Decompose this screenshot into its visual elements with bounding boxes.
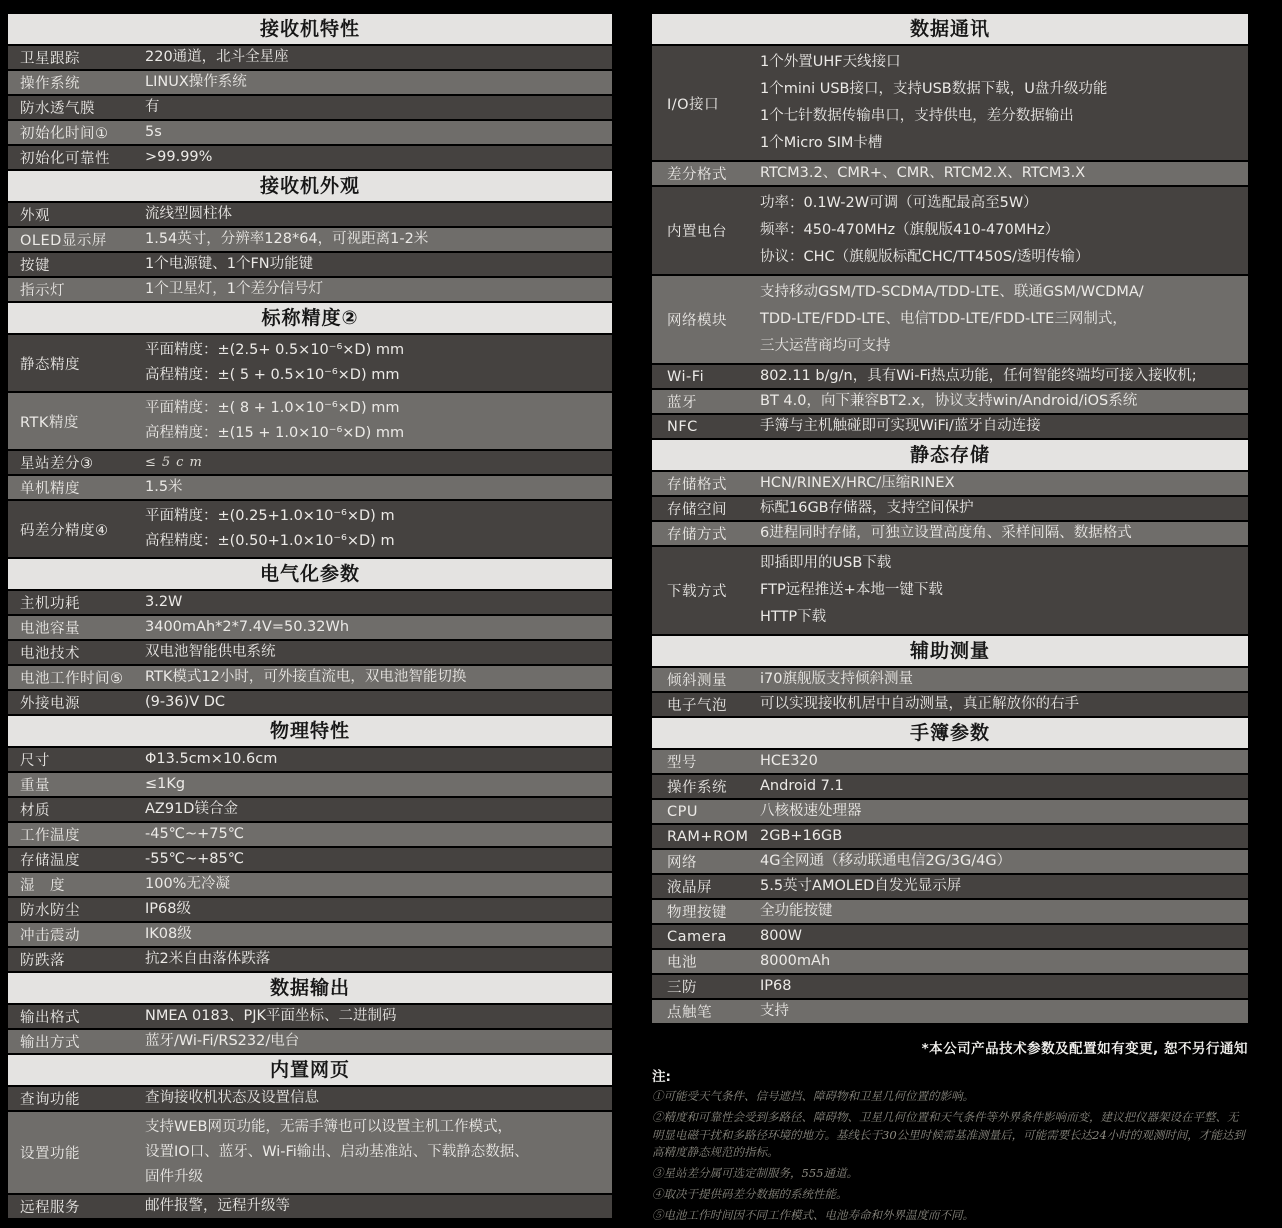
spec-label: 外观: [20, 208, 50, 224]
spec-label: 电池: [667, 955, 697, 971]
note-item-1: ①可能受天气条件、信号遮挡、障碍物和卫星几何位置的影响。: [652, 1089, 974, 1103]
spec-row: [8, 923, 612, 946]
spec-value: 4G全网通（移动联通电信2G/3G/4G）: [760, 853, 1012, 869]
spec-label: 点触笔: [667, 1005, 712, 1021]
section-header: 内置网页: [8, 1055, 612, 1085]
spec-value: 1.54英寸，分辨率128*64，可视距离1-2米: [145, 231, 429, 247]
spec-value: IP68级: [145, 901, 191, 917]
receiver-specs-table: [8, 12, 612, 1220]
spec-label: 电池容量: [20, 621, 80, 637]
spec-label: 材质: [20, 803, 50, 819]
spec-value: 100%无冷凝: [145, 876, 230, 892]
spec-row: [8, 476, 612, 499]
spec-row: [8, 451, 612, 474]
spec-label: 电子气泡: [667, 698, 727, 714]
spec-row: [8, 666, 612, 689]
spec-row: [8, 848, 612, 871]
spec-label: 存储方式: [667, 527, 727, 543]
spec-row: [652, 850, 1248, 873]
spec-row: [652, 750, 1248, 773]
spec-value: 1个外置UHF天线接口 1个mini USB接口，支持USB数据下载，U盘升级功能 1个七针数据传输串口，支持供电，差分数据输出 1个Micro SIM卡槽: [760, 54, 1108, 151]
spec-row: [8, 393, 612, 449]
disclaimer-text: *本公司产品技术参数及配置如有变更, 恕不另行通知: [921, 1041, 1248, 1057]
note-item-3: ③星站差分属可选定制服务，555通道。: [652, 1166, 858, 1181]
spec-value: 邮件报警，远程升级等: [145, 1198, 290, 1214]
spec-row: [652, 925, 1248, 948]
spec-label: 存储格式: [667, 477, 727, 493]
note-item-5: ⑤电池工作时间因不同工作模式、电池寿命和外界温度而不同。: [652, 1207, 974, 1222]
spec-row: [8, 203, 612, 226]
spec-value: 有: [145, 99, 160, 115]
spec-value: NMEA 0183、PJK平面坐标、二进制码: [145, 1008, 397, 1024]
spec-value: >99.99%: [145, 149, 213, 165]
spec-value: 支持WEB网页功能，无需手簿也可以设置主机工作模式， 设置IO口、蓝牙、Wi-Fi输出、启动基准站、下载静态数据、 固件升级: [145, 1119, 529, 1185]
spec-row: [652, 46, 1248, 160]
spec-value: 流线型圆柱体: [145, 206, 232, 222]
spec-row: [652, 693, 1248, 716]
spec-row: [8, 46, 612, 69]
spec-value: 手簿与主机触碰即可实现WiFi/蓝牙自动连接: [760, 418, 1041, 434]
section-header: 接收机特性: [8, 14, 612, 44]
spec-value: 功率：0.1W-2W可调（可选配最高至5W） 频率：450-470MHz（旗舰版410-470MHz） 协议：CHC（旗舰版标配CHC/TT450S/透明传输）: [760, 195, 1090, 265]
section-header: 接收机外观: [8, 171, 612, 201]
spec-label: 主机功耗: [20, 596, 80, 612]
spec-value: -55℃~+85℃: [145, 851, 245, 867]
spec-row: [8, 335, 612, 391]
spec-value: AZ91D镁合金: [145, 801, 238, 817]
spec-row: [8, 641, 612, 664]
spec-row: [8, 773, 612, 796]
spec-value: 6进程同时存储，可独立设置高度角、采样间隔、数据格式: [760, 525, 1132, 541]
spec-value: 1个电源键、1个FN功能键: [145, 256, 314, 272]
spec-row: [652, 800, 1248, 823]
spec-row: [8, 1195, 612, 1218]
spec-row: [8, 798, 612, 821]
spec-value: 2GB+16GB: [760, 828, 843, 844]
spec-label: 静态精度: [20, 356, 80, 373]
spec-label: 工作温度: [20, 828, 80, 844]
spec-row: [8, 1087, 612, 1110]
spec-label: Camera: [667, 928, 727, 945]
spec-value: 220通道，北斗全星座: [145, 49, 289, 65]
spec-value: 可以实现接收机居中自动测量，真正解放你的右手: [760, 696, 1079, 712]
spec-value: RTK模式12小时，可外接直流电，双电池智能切换: [145, 669, 467, 685]
spec-row: [652, 950, 1248, 973]
spec-row: [8, 228, 612, 251]
spec-value: RTCM3.2、CMR+、CMR、RTCM2.X、RTCM3.X: [760, 165, 1086, 181]
spec-label: 外接电源: [20, 696, 80, 712]
section-header: 手簿参数: [652, 718, 1248, 748]
spec-row: [652, 668, 1248, 691]
spec-value: BT 4.0，向下兼容BT2.x，协议支持win/Android/iOS系统: [760, 393, 1138, 409]
spec-label: 操作系统: [20, 76, 80, 92]
note-item-4: ④取决于提供码差分数据的系统性能。: [652, 1187, 848, 1202]
spec-label: 码差分精度④: [20, 522, 109, 539]
spec-value: 3400mAh*2*7.4V=50.32Wh: [145, 619, 350, 635]
spec-label: 卫星跟踪: [20, 51, 80, 67]
spec-value: Φ13.5cm×10.6cm: [145, 751, 278, 767]
spec-label: 存储温度: [20, 853, 80, 869]
spec-row: [8, 748, 612, 771]
spec-row: [8, 898, 612, 921]
spec-label: I/O接口: [667, 96, 720, 113]
spec-label: CPU: [667, 803, 698, 820]
spec-label: 远程服务: [20, 1200, 80, 1216]
spec-row: [652, 415, 1248, 438]
spec-row: [8, 1030, 612, 1053]
section-header: 标称精度②: [8, 303, 612, 333]
spec-label: 重量: [20, 778, 50, 794]
spec-row: [8, 96, 612, 119]
section-header: 数据输出: [8, 973, 612, 1003]
spec-value: 查询接收机状态及设置信息: [145, 1090, 319, 1106]
spec-row: [8, 1005, 612, 1028]
spec-label: 输出方式: [20, 1035, 80, 1051]
spec-label: 单机精度: [20, 481, 80, 497]
section-header: 辅助测量: [652, 636, 1248, 666]
spec-row: [8, 121, 612, 144]
spec-label: 防水防尘: [20, 903, 80, 919]
spec-label: 网络模块: [667, 313, 727, 329]
spec-row: [8, 1112, 612, 1193]
spec-label: 初始化时间①: [20, 126, 109, 142]
spec-row: [652, 522, 1248, 545]
spec-label: NFC: [667, 418, 698, 435]
spec-label: 物理按键: [667, 905, 727, 921]
spec-label: 三防: [667, 980, 697, 996]
spec-label: 星站差分③: [20, 456, 94, 472]
spec-label: 网络: [667, 855, 697, 871]
spec-label: 查询功能: [20, 1092, 80, 1108]
spec-value: 平面精度：±(2.5+ 0.5×10⁻⁶×D) mm 高程精度：±( 5 + 0.5×10⁻⁶×D) mm: [145, 342, 405, 383]
spec-row: [8, 501, 612, 557]
spec-label: 冲击震动: [20, 928, 80, 944]
spec-value: 平面精度：±(0.25+1.0×10⁻⁶×D) m 高程精度：±(0.50+1.0×10⁻⁶×D) m: [145, 508, 395, 549]
spec-row: [8, 253, 612, 276]
spec-value: 支持: [760, 1003, 789, 1019]
notes-block: [652, 1065, 1248, 1225]
spec-value: 800W: [760, 928, 803, 944]
spec-row: [652, 390, 1248, 413]
spec-label: Wi-Fi: [667, 368, 705, 385]
spec-value: 蓝牙/Wi-Fi/RS232/电台: [145, 1033, 300, 1049]
spec-row: [8, 146, 612, 169]
spec-value: 即插即用的USB下载 FTP远程推送+本地一键下载 HTTP下载: [760, 555, 943, 625]
spec-row: [8, 616, 612, 639]
spec-label: 操作系统: [667, 780, 727, 796]
spec-row: [652, 975, 1248, 998]
spec-value: 八核极速处理器: [760, 803, 862, 819]
spec-value: 8000mAh: [760, 953, 831, 969]
section-header: 静态存储: [652, 440, 1248, 470]
spec-row: [8, 278, 612, 301]
spec-row: [652, 472, 1248, 495]
spec-label: RAM+ROM: [667, 828, 749, 845]
spec-row: [652, 875, 1248, 898]
spec-row: [8, 873, 612, 896]
spec-row: [652, 365, 1248, 388]
section-header: 数据通讯: [652, 14, 1248, 44]
spec-label: 蓝牙: [667, 395, 697, 411]
spec-label: 输出格式: [20, 1010, 80, 1026]
spec-label: 防跌落: [20, 953, 65, 969]
spec-row: [8, 591, 612, 614]
spec-row: [8, 823, 612, 846]
spec-value: 标配16GB存储器，支持空间保护: [760, 500, 974, 516]
spec-label: 差分格式: [667, 167, 727, 183]
spec-value: 平面精度：±( 8 + 1.0×10⁻⁶×D) mm 高程精度：±(15 + 1.0×10⁻⁶×D) mm: [145, 400, 405, 441]
section-header: 电气化参数: [8, 559, 612, 589]
spec-row: [652, 547, 1248, 634]
spec-row: [652, 775, 1248, 798]
spec-row: [8, 71, 612, 94]
spec-label: RTK精度: [20, 414, 79, 431]
spec-value: 双电池智能供电系统: [145, 644, 276, 660]
spec-value: 全功能按键: [760, 903, 833, 919]
spec-value: IP68: [760, 978, 792, 994]
spec-label: 按键: [20, 258, 50, 274]
spec-value: -45℃~+75℃: [145, 826, 245, 842]
communication-specs-table: [652, 14, 1248, 1023]
spec-value: ≤5cm: [145, 455, 208, 470]
spec-value: IK08级: [145, 926, 192, 942]
spec-label: 湿 度: [20, 878, 65, 894]
spec-value: 5.5英寸AMOLED自发光显示屏: [760, 878, 962, 894]
spec-value: LINUX操作系统: [145, 74, 247, 90]
spec-value: 5s: [145, 124, 162, 140]
section-header: 物理特性: [8, 716, 612, 746]
spec-row: [652, 900, 1248, 923]
spec-row: [8, 691, 612, 714]
spec-label: 倾斜测量: [667, 673, 727, 689]
spec-value: 支持移动GSM/TD-SCDMA/TDD-LTE、联通GSM/WCDMA/ TDD-LTE/FDD-LTE、电信TDD-LTE/FDD-LTE三网制式， 三大运营商均可支持: [760, 284, 1144, 354]
spec-label: 内置电台: [667, 224, 727, 240]
spec-value: HCN/RINEX/HRC/压缩RINEX: [760, 475, 955, 491]
spec-row: [652, 276, 1248, 363]
spec-value: i70旗舰版支持倾斜测量: [760, 671, 913, 687]
spec-label: 设置功能: [20, 1146, 80, 1162]
spec-value: 802.11 b/g/n，具有Wi-Fi热点功能，任何智能终端均可接入接收机;: [760, 368, 1197, 384]
spec-label: 尺寸: [20, 753, 50, 769]
spec-label: 电池工作时间⑤: [20, 671, 124, 687]
note-item-2: ②精度和可靠性会受到多路径、障碍物、卫星几何位置和天气条件等外界条件影响而变，建议把仪器架设在平整、无明显电磁干扰和多路径环境的地方。基线长于30公里时候需基准测量后，可能需要长达24小时的观测时间，才能达到高精度静态规范的指标。: [652, 1109, 1245, 1160]
spec-row: [652, 1000, 1248, 1023]
spec-label: 型号: [667, 755, 697, 771]
right-column: [652, 12, 1248, 1228]
spec-label: 防水透气膜: [20, 101, 95, 117]
spec-value: Android 7.1: [760, 778, 844, 794]
spec-label: 液晶屏: [667, 880, 712, 896]
spec-value: 抗2米自由落体跌落: [145, 951, 271, 967]
spec-label: 指示灯: [20, 283, 65, 299]
spec-label: OLED显示屏: [20, 233, 107, 249]
spec-value: 3.2W: [145, 594, 183, 610]
spec-label: 电池技术: [20, 646, 80, 662]
spec-label: 下载方式: [667, 584, 727, 600]
spec-row: [652, 187, 1248, 274]
spec-value: 1个卫星灯，1个差分信号灯: [145, 281, 323, 297]
spec-row: [652, 825, 1248, 848]
notes-title: 注:: [652, 1069, 671, 1085]
spec-row: [652, 497, 1248, 520]
spec-label: 存储空间: [667, 502, 727, 518]
spec-row: [8, 948, 612, 971]
spec-value: ≤1Kg: [145, 776, 186, 792]
spec-value: (9-36)V DC: [145, 694, 226, 710]
spec-label: 初始化可靠性: [20, 151, 110, 167]
spec-value: 1.5米: [145, 479, 183, 495]
spec-value: HCE320: [760, 753, 818, 769]
spec-row: [652, 162, 1248, 185]
